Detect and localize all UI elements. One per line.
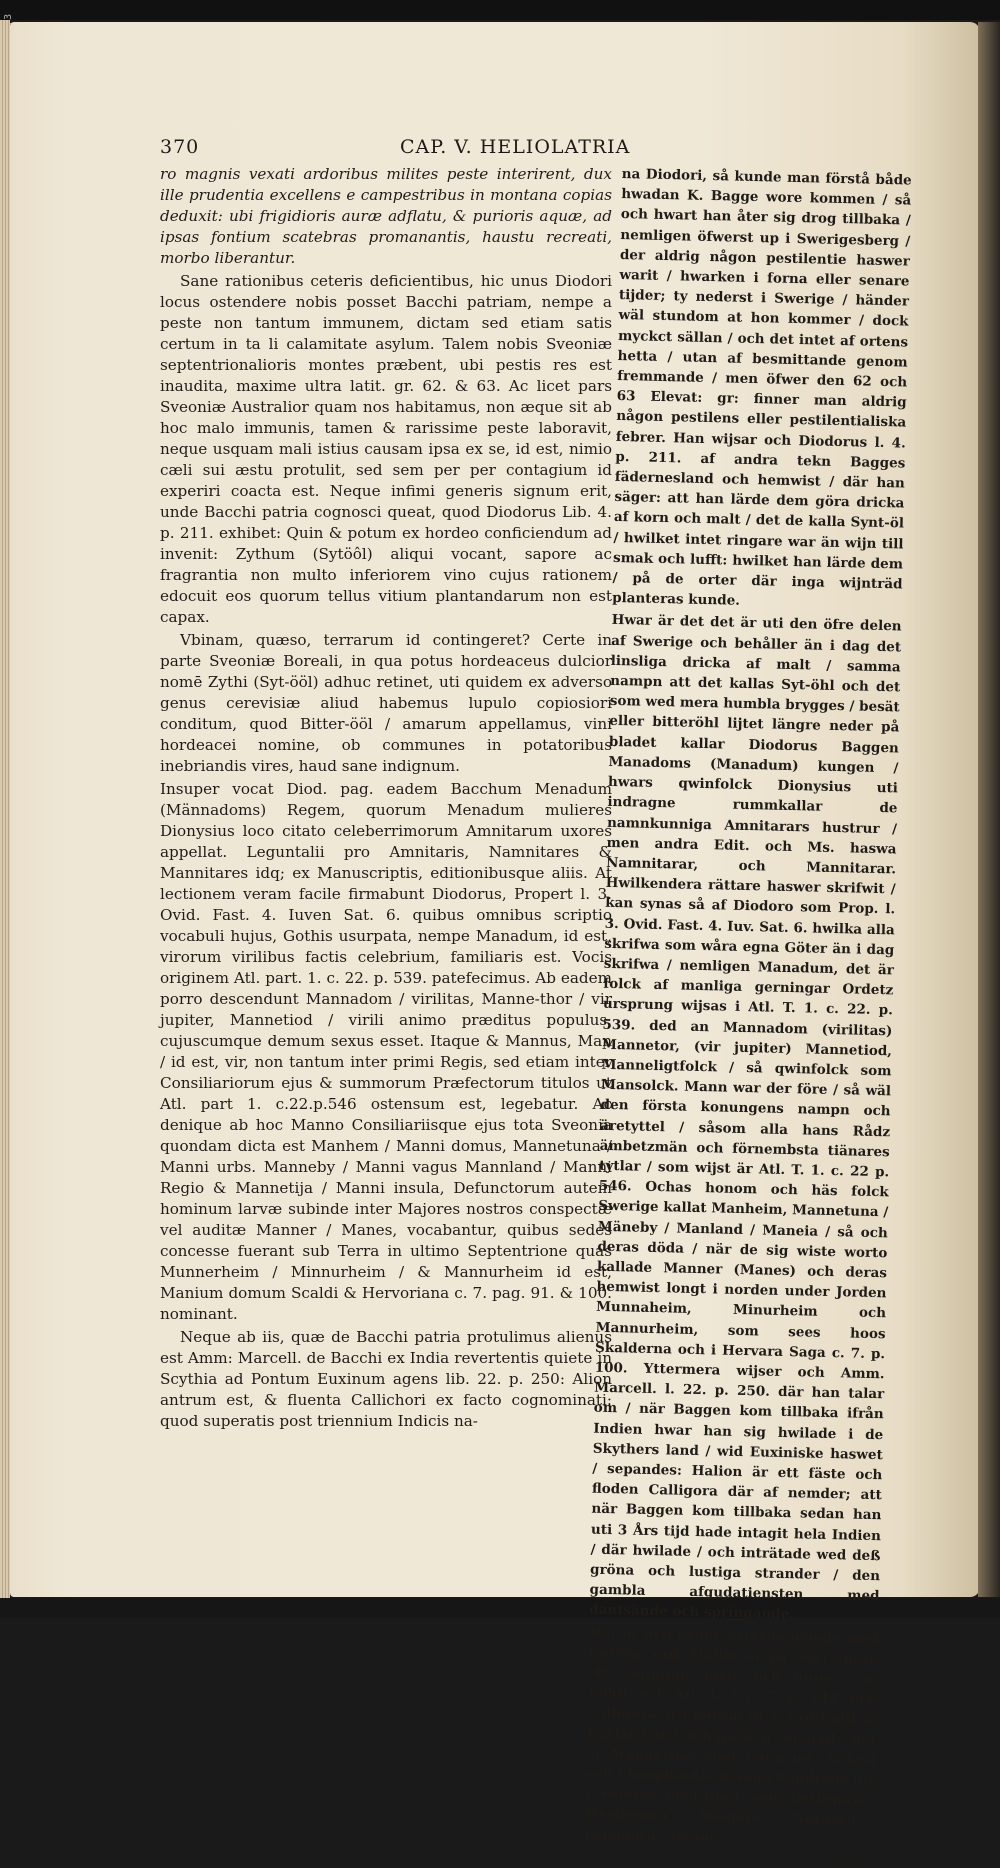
chapter-title: CAP. V. HELIOLATRIA <box>400 136 631 158</box>
swedish-paragraph-3: Här är och begge orterna nemde med Götiska ord: Hallin är på wårt språk ett kungligit fäste och huus / se Vphil. och Atl. T. 1 c. 7. p. 244. och Calligora är i hopsat af 2. ord Kalli är Karlar (viri) och gora är en stad / det är Männernas stad (virorum civitas) och i hoopbindas många hundrade ort i Swerige med gora; som Östirgora / Westirgora / Sörgora / Norgåra / Landgåra / Benne- <box>583 1624 879 1846</box>
swedish-paragraph-2: Hwar är det det är uti den öfre delen af Swerige och behåller än i dag det linsliga dricka af malt / samma nampn att det kallas Syt-öhl och det som wed mera humbla brygges / besät eller bitteröhl lijtet längre neder på bladet kallar Diodorus Baggen Manadoms (Manadum) kungen / hwars qwinfolck Dionysius uti indragne rummkallar de namnkunniga Amnitarars hustrur / men andra Edit. och Ms. haswa Namnitarar, och Mannitarar. Hwilkendera rättare haswer skrifwit / kan synas så af Diodoro som Prop. l. 3. Ovid. Fast. 4. Iuv. Sat. 6. hwilka alla skrifwa som wåra egna Göter än i dag skrifwa / nemligen Manadum, det är folck af manliga gerningar Ordetz ursprung wijsas i Atl. T. 1. c. 22. p. 539. ded an Mannadom (virilitas) Mannetor, (vir jupiter) Mannetiod, Manneligtfolck / så qwinfolck som Mansolck. Mann war der före / så wäl den första konungens nampn och äretyttel / såsom alla hans Rådz ämbetzmän och förnembsta tiänares tytlar / som wijst är Atl. T. 1. c. 22 p. 546. Ochas honom och häs folck Swerige kallat Manheim, Mannetuna / Mäneby / Manland / Maneia / så och deras döda / när de sig wiste worto kallade Manner (Manes) och deras hemwist longt i norden under Jorden Munnaheim, Minurheim och Mannurheim, som sees hoos Skalderna och i Hervara Saga c. 7. p. 100. Yttermera wijser och Amm. Marcell. l. 22. p. 250. där han talar om / när Baggen kom tillbaka ifrån Indien hwar han sig hwilade i de Skythers land / wid Euxiniske haswet / sepandes: Halion är ett fäste och floden Calligora där af nemder; att när Baggen kom tillbaka sedan han uti 3 Års tijd hade intagit hela Indien / där hwilade / och inträtade wed deß gröna och lustiga strander / den gambla afgudatiensten med dantsände och springande. <box>589 612 902 1623</box>
latin-paragraph-3: Vbinam, quæso, terrarum id contingeret? Certe in parte Sveoniæ Boreali, in qua potus hordeaceus dulcior nomē Zythi (Syt-ööl) adhuc retinet, uti quidem ex adverso genus cerevisiæ aliud habemus lupulo copiosiori conditum, quod Bitter-ööl / amarum appellamus, vini hordeacei nomine, ob communes in potatoribus inebriandis vires, haud sane indignum. <box>160 631 612 775</box>
latin-paragraph-4: Insuper vocat Diod. pag. eadem Bacchum Menadum (Männadoms) Regem, quorum Menadum mulieres Dionysius loco citato celeberrimorum Amnitarum uxores appellat. Leguntalii pro Amnitaris, Namnitares & Mannitares idq; ex Manuscriptis, editionibusque aliis. At lectionem veram facile firmabunt Diodorus, Propert l. 3. Ovid. Fast. 4. Iuven Sat. 6. quibus omnibus scriptio vocabuli hujus, Gothis usurpata, nempe Manadum, id est, virorum virilibus factis celebrium, familiaris est. Vocis originem Atl. part. 1. c. 22. p. 539. patefecimus. Ab eadem porro descendunt Mannadom / virilitas, Manne-thor / vir jupiter, Mannetiod / virili animo præditus populus, cujuscumque demum sexus esset. Itaque & Mannus, Man / id est, vir, non tantum inter primi Regis, sed etiam inter Consiliariorum ejus & summorum Præfectorum titulos ut Atl. part 1. c.22.p.546 ostensum est, legebatur. Ac denique ab hoc Manno Consiliariisque ejus tota Sveonia quondam dicta est Manhem / Manni domus, Mannetuna / Manni urbs. Manneby / Manni vagus Mannland / Manni Regio & Mannetija / Manni insula, Defunctorum autem hominum larvæ subinde inter Majores nostros conspectæ vel auditæ Manner / Manes, vocabantur, quibus sedes concesse fuerant sub Terra in ultimo Septentrione quas Munnerheim / Minnurheim / & Mannurheim id est, Manium domum Scaldi & Hervoriana c. 7. pag. 91. & 100. nominant. <box>160 780 612 1323</box>
latin-paragraph-1: ro magnis vexati ardoribus milites peste interirent, dux ille prudentia excellens e campestribus in montana copias deduxit: ubi frigidioris auræ adflatu, & purioris aquæ, ad ipsas fontium scatebras promanantis, haustu recreati, morbo liberantur. <box>160 165 612 267</box>
gutter-shadow <box>978 22 1000 1597</box>
latin-paragraph-2: Sane rationibus ceteris deficientibus, hic unus Diodori locus ostendere nobis posset Bacchi patriam, nempe a peste non tantum immunem, dictam sed etiam satis certum in ta li calamitate asylum. Talem nobis Sveoniæ septentrionalioris montes præbent, ubi pestis res est inaudita, maxime ultra latit. gr. 62. & 63. Ac licet pars Sveoniæ Australior quam nos habitamus, non æque sit ab hoc malo immunis, tamen & rarissime peste laboravit, neque usquam mali istius causam ipsa ex se, id est, nimio cæli sui æstu protulit, sed sem per per contagium id experiri coacta est. Neque infimi generis signum erit, unde Bacchi patria cognosci queat, quod Diodorus Lib. 4. p. 211. exhibet: Quin & potum ex hordeo conficiendum ad invenit: Zythum (Sytöôl) aliqui vocant, sapore ac fragrantia non multo inferiorem vino cujus rationem edocuit eos quorum tellus vitium plantandarum non est capax. <box>160 272 612 626</box>
catchword: tionibus <box>820 1851 874 1868</box>
latin-paragraph-5: Neque ab iis, quæ de Bacchi patria protulimus alienus est Amm: Marcell. de Bacchi ex India revertentis quiete in Scythia ad Pontum Euxinum agens lib. 22. p. 250: Alion antrum est, & fluenta Callichori ex facto cognominati: quod superatis post triennium Indicis na- <box>160 1328 612 1430</box>
book-page-edges <box>0 20 10 1600</box>
swedish-column <box>583 164 911 1868</box>
swedish-paragraph-1: na Diodori, så kunde man förstå både hwadan K. Bagge wore kommen / så och hwart han åter sig drog tillbaka / nemligen öfwerst up i Swerigesberg / der aldrig någon pestilentie haswer warit / hwarken i forna eller senare tijder; ty nederst i Swerige / händer wäl stundom at hon kommer / dock myckct sällan / och det intet af ortens hetta / utan af besmittande genom fremmande / men öfwer den 62 och 63 Elevat: gr: finner man aldrig någon pestilens eller pestilentialiska febrer. Han wijsar och Diodorus l. 4. p. 211. af andra tekn Bagges fädernesland och hemwist / där han säger: att han lärde dem göra dricka af korn och malt / det de kalla Synt-öl / hwilket intet ringare war än wijn till smak och lufft: hwilket han lärde dem / på de orter där inga wijnträd planteras kunde. <box>611 165 912 610</box>
scan-border-top <box>0 0 1000 20</box>
page-number: 370 <box>160 136 200 158</box>
latin-column <box>160 164 612 1434</box>
